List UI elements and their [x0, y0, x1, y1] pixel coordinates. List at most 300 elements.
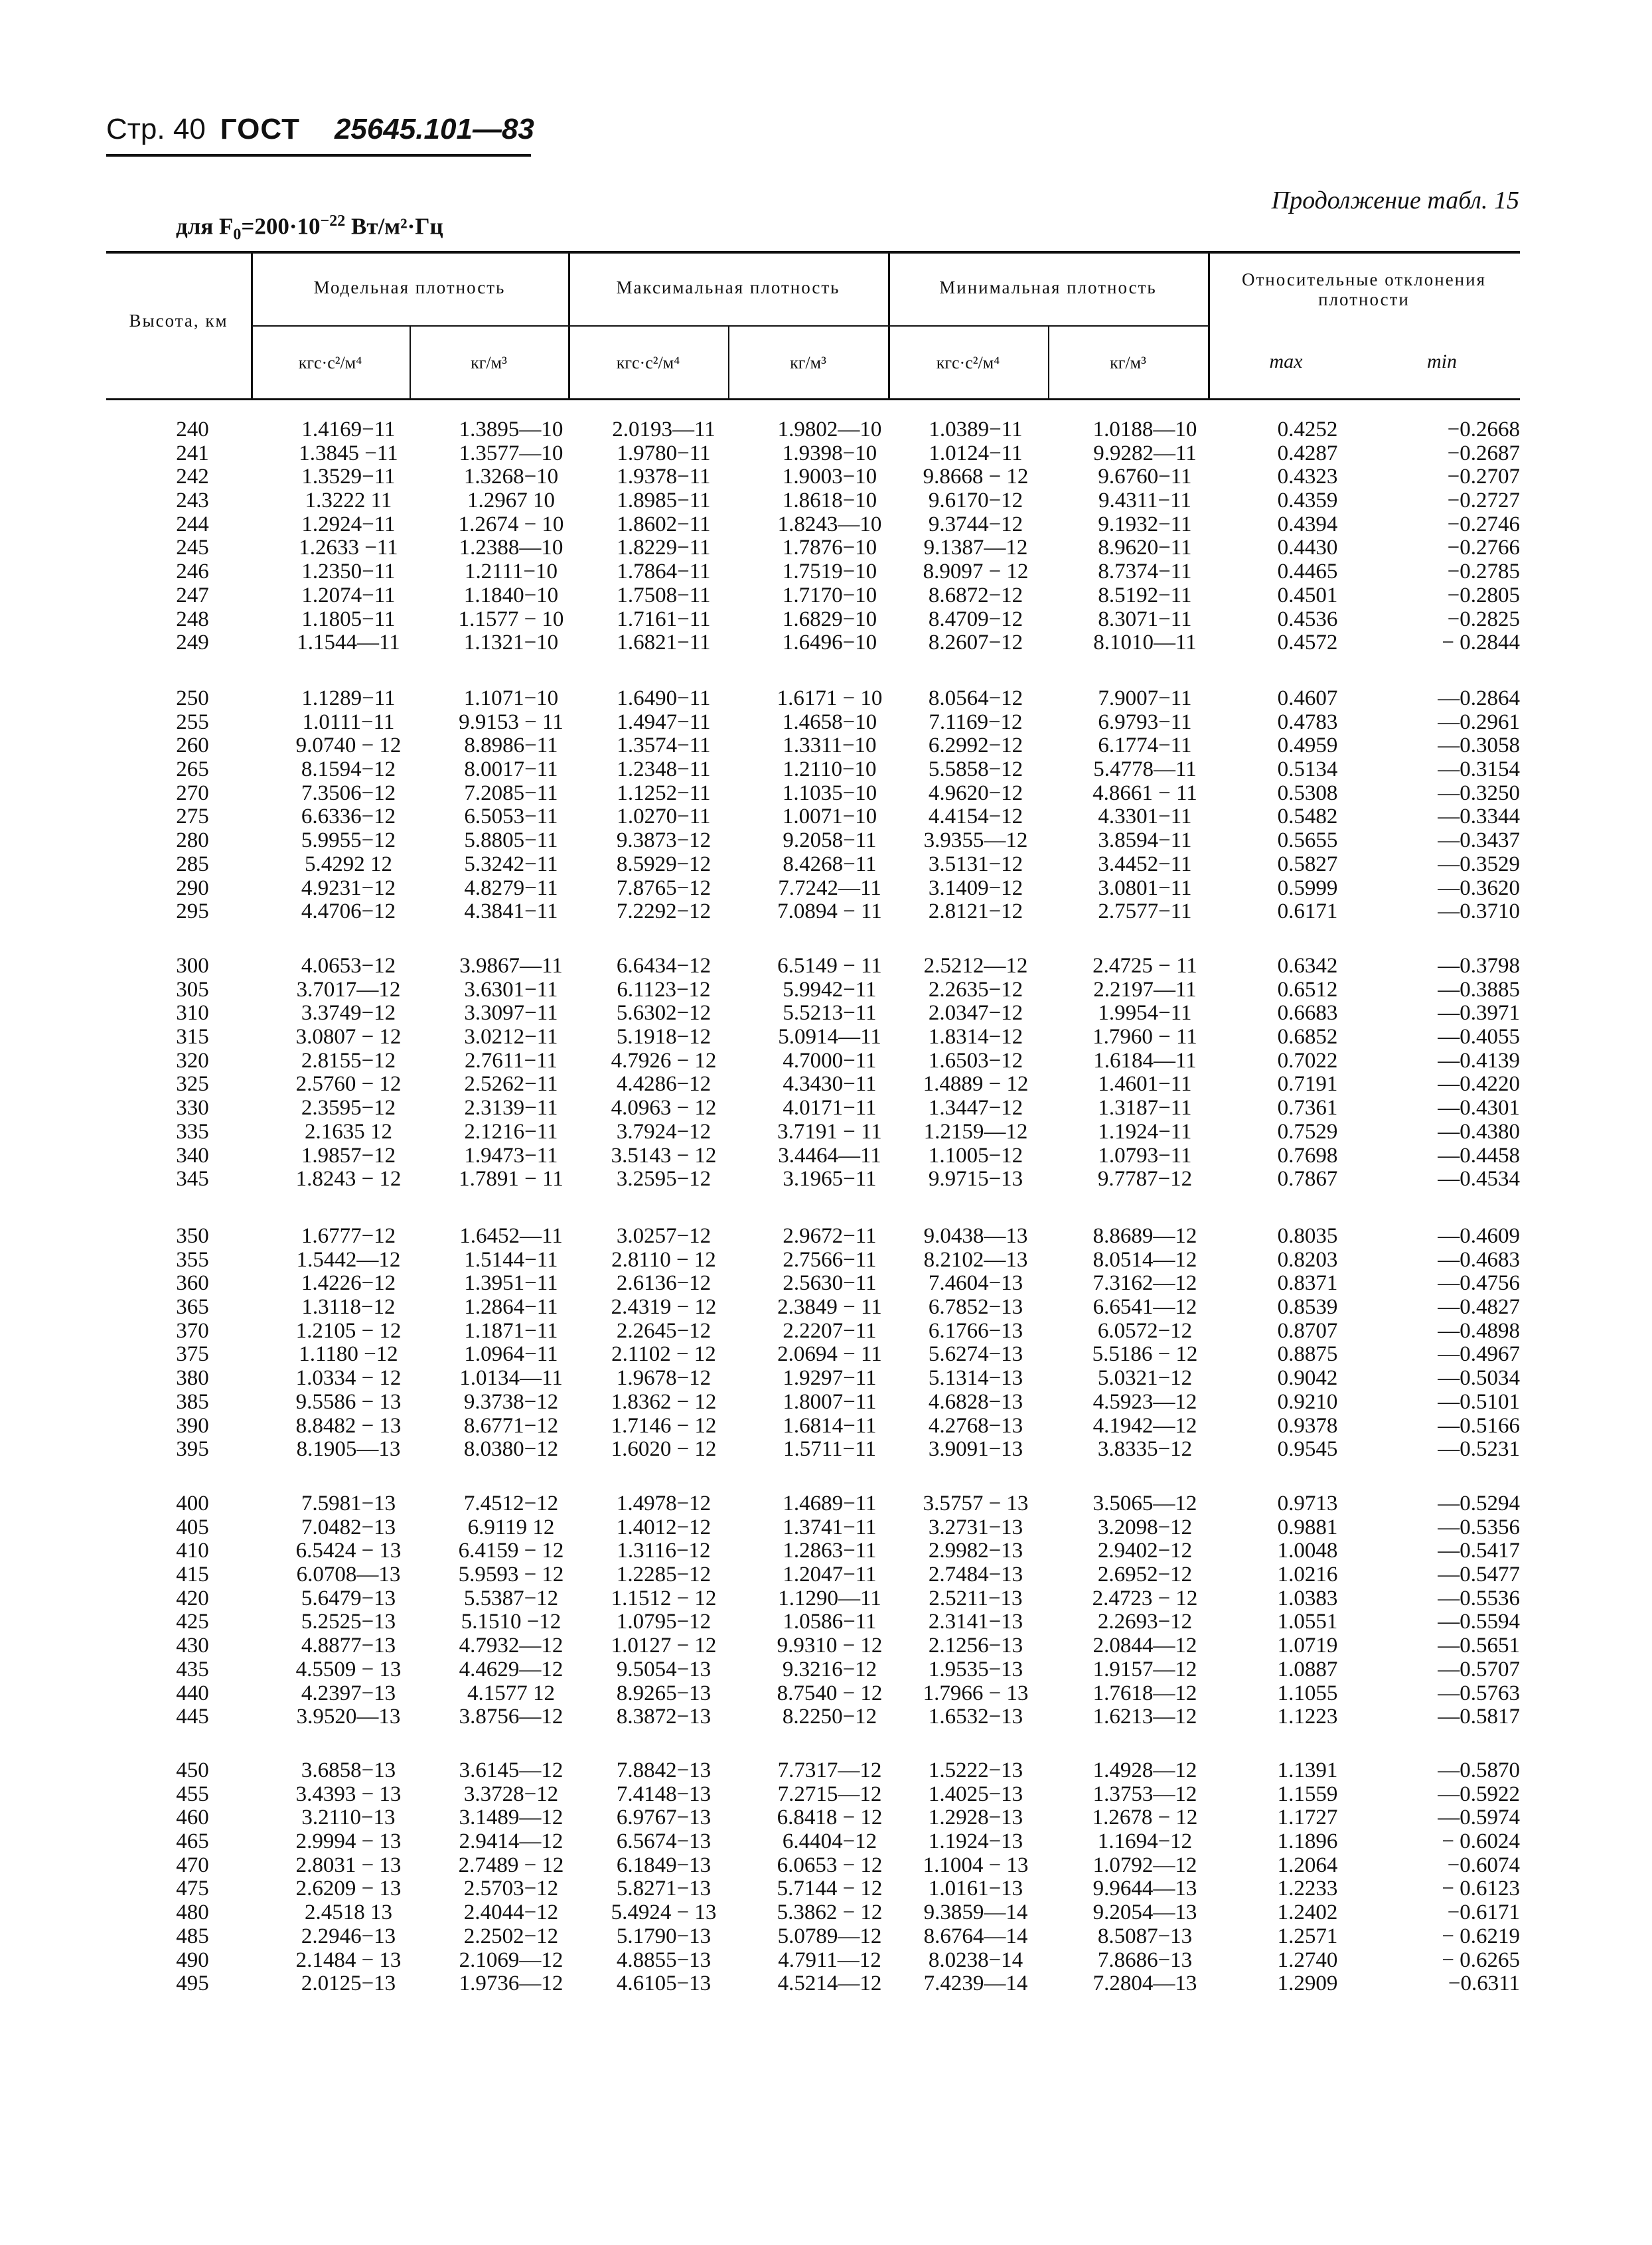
table-cell: 1.9954−11 — [1098, 1001, 1192, 1026]
table-cell: 1.3268−10 — [463, 465, 559, 489]
table-cell: 1.0792—12 — [1092, 1853, 1197, 1877]
table-cell: 1.5144−11 — [464, 1247, 558, 1272]
table-cell: 4.8877−13 — [301, 1634, 396, 1658]
table-cell: 7.9007−11 — [1098, 686, 1192, 710]
table-cell: 3.4393 − 13 — [295, 1782, 402, 1806]
table-cell: −0.2766 — [1447, 536, 1520, 560]
table-cell: 3.9355—12 — [923, 828, 1028, 853]
table-cell: 1.0161−13 — [928, 1877, 1023, 1901]
table-cell: 8.8482 − 13 — [295, 1413, 402, 1438]
table-row — [106, 1705, 1520, 1729]
table-cell: 6.9119 12 — [467, 1515, 555, 1539]
table-cell: 1.6020 − 12 — [611, 1437, 717, 1462]
table-cell: 2.8031 − 13 — [295, 1853, 402, 1877]
table-cell: 3.6145—12 — [459, 1758, 563, 1782]
table-cell: 2.5212—12 — [923, 954, 1028, 978]
table-cell: 6.6541—12 — [1092, 1295, 1197, 1320]
table-cell: 2.1216−11 — [464, 1119, 558, 1144]
table-cell: −0.2825 — [1447, 607, 1520, 631]
table-cell: 6.9767−13 — [616, 1806, 712, 1830]
table-cell: —0.5817 — [1438, 1705, 1520, 1729]
table-cell: 1.2740 — [1277, 1948, 1338, 1972]
table-cell: 265 — [176, 757, 209, 782]
table-cell: —0.4756 — [1438, 1271, 1520, 1296]
table-cell: 1.2350−11 — [301, 560, 396, 584]
table-cell: 8.6872−12 — [928, 583, 1023, 607]
table-row — [106, 1783, 1520, 1807]
table-cell: —0.4534 — [1438, 1167, 1520, 1192]
table-row — [106, 1806, 1520, 1830]
table-cell: 395 — [176, 1437, 209, 1462]
table-cell: 310 — [176, 1001, 209, 1026]
table-cell: 9.1387—12 — [923, 536, 1028, 560]
table-cell: 3.8594−11 — [1098, 828, 1192, 853]
table-cell: 1.1727 — [1277, 1806, 1338, 1830]
table-cell: 5.5858−12 — [928, 757, 1023, 782]
table-cell: 2.7484−13 — [928, 1563, 1023, 1587]
table-cell: 5.3242−11 — [464, 852, 558, 876]
table-cell: 2.5262−11 — [464, 1072, 558, 1097]
table-cell: 1.9736—12 — [459, 1972, 563, 1996]
table-cell: −0.2687 — [1447, 441, 1520, 465]
table-cell: 4.6828−13 — [928, 1389, 1023, 1414]
table-cell: 0.8875 — [1277, 1342, 1338, 1367]
table-cell: 1.1805−11 — [301, 607, 396, 631]
table-cell: 0.9881 — [1277, 1515, 1338, 1539]
table-cell: − 0.6265 — [1442, 1948, 1520, 1972]
table-cell: 1.0270−11 — [617, 805, 711, 829]
table-cell: 5.9955−12 — [301, 828, 396, 853]
table-cell: 4.0963 − 12 — [611, 1096, 717, 1121]
unit-max-kg: кг/м³ — [790, 353, 826, 372]
table-cell: 2.9982−13 — [928, 1539, 1023, 1563]
table-cell: 0.4394 — [1277, 512, 1338, 536]
table-row — [106, 805, 1520, 829]
table-cell: 1.2159—12 — [923, 1119, 1028, 1144]
table-cell: 370 — [176, 1318, 209, 1343]
table-cell: 1.8243 − 12 — [295, 1167, 402, 1192]
table-cell: —0.3885 — [1438, 977, 1520, 1002]
table-cell: 485 — [176, 1924, 209, 1948]
table-cell: 9.4311−11 — [1098, 489, 1191, 513]
table-cell: 8.4709−12 — [928, 607, 1023, 631]
table-cell: 1.2863−11 — [783, 1539, 877, 1563]
table-cell: 1.3753—12 — [1092, 1782, 1197, 1806]
table-cell: 3.1489—12 — [459, 1806, 563, 1830]
table-cell: 3.0807 − 12 — [295, 1025, 402, 1049]
table-cell: 7.2715—12 — [777, 1782, 882, 1806]
table-cell: 6.7852−13 — [928, 1295, 1023, 1320]
table-cell: —0.4139 — [1438, 1048, 1520, 1073]
table-cell: 9.9644—13 — [1092, 1877, 1197, 1901]
table-row — [106, 1682, 1520, 1706]
unit-rel-max: max — [1269, 350, 1303, 372]
table-cell: 0.8707 — [1277, 1318, 1338, 1343]
table-cell: 1.8314−12 — [928, 1025, 1023, 1049]
table-cell: 7.0482−13 — [301, 1515, 396, 1539]
table-top-rule — [106, 251, 1520, 254]
table-cell: 7.2804—13 — [1092, 1972, 1197, 1996]
table-cell: 1.0719 — [1277, 1634, 1338, 1658]
table-cell: 1.5711−11 — [783, 1437, 876, 1462]
table-cell: 0.7361 — [1277, 1096, 1338, 1121]
table-cell: —0.3344 — [1438, 805, 1520, 829]
table-cell: 6.9793−11 — [1098, 710, 1192, 734]
table-cell: 1.4601−11 — [1098, 1072, 1192, 1097]
table-cell: 8.2607−12 — [928, 631, 1023, 655]
table-cell: 270 — [176, 781, 209, 805]
table-cell: 8.0238−14 — [928, 1948, 1023, 1972]
table-cell: 1.2047−11 — [783, 1563, 877, 1587]
table-cell: 8.3872−13 — [616, 1705, 712, 1729]
table-cell: 0.7867 — [1277, 1167, 1338, 1192]
table-cell: 1.7170−10 — [782, 583, 877, 607]
table-cell: − 0.6123 — [1442, 1877, 1520, 1901]
table-row — [106, 1097, 1520, 1121]
table-cell: 0.4783 — [1277, 710, 1338, 734]
table-cell: 1.1289−11 — [301, 686, 396, 710]
table-cell: 360 — [176, 1271, 209, 1296]
table-cell: 7.8842−13 — [616, 1758, 712, 1782]
table-cell: 2.5760 − 12 — [295, 1072, 402, 1097]
table-cell: 5.6274−13 — [928, 1342, 1023, 1367]
table-cell: 1.7161−11 — [617, 607, 711, 631]
table-cell: 4.7000−11 — [783, 1048, 877, 1073]
table-cell: 1.3311−10 — [783, 734, 877, 758]
table-cell: 1.1840−10 — [463, 583, 559, 607]
table-cell: 1.1223 — [1277, 1705, 1338, 1729]
table-cell: 1.1290—11 — [778, 1586, 881, 1610]
table-cell: 7.4604−13 — [928, 1271, 1023, 1296]
table-row — [106, 560, 1520, 584]
table-row — [106, 1563, 1520, 1587]
table-cell: 1.1035−10 — [782, 781, 877, 805]
table-cell: 1.2967 10 — [467, 489, 555, 513]
table-cell: 410 — [176, 1539, 209, 1563]
table-cell: —0.4301 — [1438, 1096, 1520, 1121]
table-cell: 5.9593 − 12 — [458, 1563, 564, 1587]
table-cell: 300 — [176, 954, 209, 978]
table-cell: 1.0111−11 — [302, 710, 395, 734]
table-cell: 5.5186 − 12 — [1092, 1342, 1198, 1367]
table-cell: 5.5213−11 — [783, 1001, 877, 1026]
table-cell: 249 — [176, 631, 209, 655]
table-cell: −0.6171 — [1447, 1900, 1520, 1925]
table-cell: 8.1905—13 — [296, 1437, 401, 1462]
table-row — [106, 1415, 1520, 1438]
table-cell: 1.9378−11 — [617, 465, 711, 489]
table-cell: 1.1694−12 — [1097, 1829, 1193, 1854]
table-cell: 0.6171 — [1277, 899, 1338, 924]
table-cell: −0.6311 — [1448, 1972, 1520, 1996]
table-cell: 1.3187−11 — [1098, 1096, 1192, 1121]
table-cell: 3.5065—12 — [1092, 1492, 1197, 1515]
table-cell: 2.2502−12 — [463, 1924, 559, 1948]
table-cell: 4.6105−13 — [616, 1972, 712, 1996]
table-cell: —0.5594 — [1438, 1610, 1520, 1634]
table-cell: 0.6683 — [1277, 1001, 1338, 1026]
table-cell: 1.9003−10 — [782, 465, 877, 489]
table-cell: —0.5707 — [1438, 1657, 1520, 1681]
table-cell: 2.5630−11 — [783, 1271, 877, 1296]
table-cell: 305 — [176, 977, 209, 1002]
table-cell: 9.5586 − 13 — [295, 1389, 402, 1414]
table-cell: 8.5192−11 — [1098, 583, 1192, 607]
table-cell: 3.2110−13 — [301, 1806, 396, 1830]
table-cell: 1.8229−11 — [617, 536, 711, 560]
table-row — [106, 1759, 1520, 1783]
table-cell: 2.9672−11 — [783, 1224, 877, 1248]
table-row — [106, 1610, 1520, 1634]
table-cell: 4.4706−12 — [301, 899, 396, 924]
table-row-group — [106, 1492, 1520, 1729]
table-cell: 0.4501 — [1277, 583, 1338, 607]
table-cell: 4.3301−11 — [1098, 805, 1192, 829]
table-cell: —0.5294 — [1438, 1492, 1520, 1515]
table-row — [106, 734, 1520, 758]
table-row — [106, 1168, 1520, 1192]
table-row — [106, 418, 1520, 442]
column-group-model: Модельная плотность — [313, 277, 506, 297]
table-cell: 1.3447−12 — [928, 1096, 1023, 1121]
table-cell: 1.3845 −11 — [299, 441, 398, 465]
table-cell: 4.8661 − 11 — [1092, 781, 1197, 805]
table-cell: 2.8155−12 — [301, 1048, 396, 1073]
table-row-group — [106, 955, 1520, 1192]
table-cell: 1.9678−12 — [616, 1366, 712, 1391]
table-cell: 2.4723 − 12 — [1092, 1586, 1198, 1610]
table-cell: 380 — [176, 1366, 209, 1391]
table-cell: 8.8689—12 — [1092, 1224, 1197, 1248]
table-cell: 1.2924−11 — [301, 512, 396, 536]
table-cell: 1.7146 − 12 — [611, 1413, 717, 1438]
table-cell: 242 — [176, 465, 209, 489]
table-cell: 9.3738−12 — [463, 1389, 559, 1414]
table-cell: 375 — [176, 1342, 209, 1367]
table-cell: 0.7022 — [1277, 1048, 1338, 1073]
table-cell: 0.7529 — [1277, 1119, 1338, 1144]
table-cell: —0.5651 — [1438, 1634, 1520, 1658]
table-cell: —0.2864 — [1438, 686, 1520, 710]
table-cell: 5.5387−12 — [463, 1586, 559, 1610]
table-cell: 1.6171 − 10 — [777, 686, 883, 710]
table-row — [106, 877, 1520, 901]
table-cell: 4.0653−12 — [301, 954, 396, 978]
table-cell: —0.3971 — [1438, 1001, 1520, 1026]
table-cell: 0.8035 — [1277, 1224, 1338, 1248]
table-cell: —0.4683 — [1438, 1247, 1520, 1272]
table-cell: 1.9802—10 — [777, 418, 882, 441]
table-cell: 248 — [176, 607, 209, 631]
table-cell: 400 — [176, 1492, 209, 1515]
table-cell: −0.2805 — [1447, 583, 1520, 607]
table-cell: 355 — [176, 1247, 209, 1272]
table-cell: 2.4319 − 12 — [611, 1295, 717, 1320]
table-cell: 415 — [176, 1563, 209, 1587]
column-header-height: Высота, км — [129, 311, 228, 331]
table-cell: 245 — [176, 536, 209, 560]
table-header-bottom-rule — [106, 398, 1520, 400]
table-cell: 1.9398−10 — [782, 441, 877, 465]
table-cell: 3.3728−12 — [463, 1782, 559, 1806]
table-cell: 7.4512−12 — [463, 1492, 559, 1515]
table-cell: 8.5087−13 — [1097, 1924, 1193, 1948]
table-cell: 1.3118−12 — [301, 1295, 396, 1320]
table-cell: 1.1512 − 12 — [611, 1586, 717, 1610]
table-cell: 6.6434−12 — [616, 954, 712, 978]
table-cell: —0.2961 — [1438, 710, 1520, 734]
table-cell: 5.6302−12 — [616, 1001, 712, 1026]
table-cell: 2.1069—12 — [459, 1948, 563, 1972]
table-cell: 1.1559 — [1277, 1782, 1338, 1806]
table-cell: 243 — [176, 489, 209, 513]
table-row — [106, 513, 1520, 537]
table-cell: 4.3430−11 — [783, 1072, 877, 1097]
table-cell: 3.5131−12 — [928, 852, 1023, 876]
table-cell: −0.2668 — [1447, 418, 1520, 441]
table-cell: 1.6532−13 — [928, 1705, 1023, 1729]
table-cell: 3.6858−13 — [301, 1758, 396, 1782]
table-row — [106, 900, 1520, 924]
table-cell: 7.7317—12 — [777, 1758, 882, 1782]
table-cell: 1.9157—12 — [1092, 1657, 1197, 1681]
table-cell: 1.0334 − 12 — [295, 1366, 402, 1391]
table-cell: 0.5482 — [1277, 805, 1338, 829]
table-cell: 1.7864−11 — [617, 560, 711, 584]
table-cell: 1.2864−11 — [464, 1295, 558, 1320]
table-cell: 2.0844—12 — [1092, 1634, 1197, 1658]
table-cell: 1.0887 — [1277, 1657, 1338, 1681]
table-cell: 1.0383 — [1277, 1586, 1338, 1610]
table-cell: 3.0212−11 — [464, 1025, 558, 1049]
table-cell: 420 — [176, 1586, 209, 1610]
header-underline — [106, 154, 531, 157]
table-cell: 460 — [176, 1806, 209, 1830]
table-cell: 8.8986−11 — [464, 734, 558, 758]
table-cell: 280 — [176, 828, 209, 853]
table-cell: 1.0586−11 — [783, 1610, 877, 1634]
table-cell: 1.0124−11 — [929, 441, 1023, 465]
table-cell: 495 — [176, 1972, 209, 1996]
table-row — [106, 955, 1520, 978]
table-row — [106, 1049, 1520, 1073]
table-cell: 1.0071−10 — [782, 805, 877, 829]
table-cell: 9.1932−11 — [1098, 512, 1192, 536]
table-cell: 455 — [176, 1782, 209, 1806]
table-cell: 0.4572 — [1277, 631, 1338, 655]
table-cell: 1.4689−11 — [783, 1492, 877, 1515]
table-cell: 285 — [176, 852, 209, 876]
table-row-group — [106, 418, 1520, 655]
table-cell: 5.4778—11 — [1093, 757, 1197, 782]
table-cell: 4.1942—12 — [1092, 1413, 1197, 1438]
table-cell: 0.7191 — [1277, 1072, 1338, 1097]
table-cell: 2.3139−11 — [464, 1096, 558, 1121]
table-cell: 1.4169−11 — [301, 418, 396, 441]
table-cell: 1.1071−10 — [463, 686, 559, 710]
table-cell: 0.6342 — [1277, 954, 1338, 978]
table-cell: 5.1918−12 — [616, 1025, 712, 1049]
table-cell: 7.3506−12 — [301, 781, 396, 805]
table-cell: 1.9780−11 — [617, 441, 711, 465]
table-cell: 6.6336−12 — [301, 805, 396, 829]
table-cell: 4.3841−11 — [464, 899, 558, 924]
table-cell: 3.0257−12 — [616, 1224, 712, 1248]
unit-model-kg: кг/м³ — [471, 353, 507, 372]
table-cell: 5.9942−11 — [783, 977, 877, 1002]
table-row — [106, 1121, 1520, 1144]
table-row — [106, 1634, 1520, 1658]
table-cell: 1.1924−13 — [928, 1829, 1023, 1854]
table-cell: 3.2595−12 — [616, 1167, 712, 1192]
table-cell: —0.5974 — [1438, 1806, 1520, 1830]
table-cell: 3.8756—12 — [459, 1705, 563, 1729]
unit-min-kgs: кгс·с²/м⁴ — [936, 353, 1000, 372]
table-cell: 7.5981−13 — [301, 1492, 396, 1515]
table-cell: —0.3529 — [1438, 852, 1520, 876]
table-cell: 8.7374−11 — [1098, 560, 1192, 584]
table-cell: 7.8686−13 — [1097, 1948, 1193, 1972]
table-cell: 6.1774−11 — [1098, 734, 1192, 758]
table-row — [106, 1877, 1520, 1901]
table-row — [106, 1972, 1520, 1996]
table-cell: 246 — [176, 560, 209, 584]
table-cell: 1.2064 — [1277, 1853, 1338, 1877]
table-cell: 3.7924−12 — [616, 1119, 712, 1144]
table-cell: 1.0793−11 — [1098, 1143, 1192, 1168]
table-cell: 4.4154−12 — [928, 805, 1023, 829]
table-cell: 2.7566−11 — [783, 1247, 877, 1272]
table-cell: 8.0564−12 — [928, 686, 1023, 710]
table-cell: 325 — [176, 1072, 209, 1097]
table-row — [106, 442, 1520, 466]
table-cell: 4.7932—12 — [459, 1634, 563, 1658]
table-cell: 1.2233 — [1277, 1877, 1338, 1901]
table-cell: —0.4898 — [1438, 1318, 1520, 1343]
table-cell: 1.7508−11 — [617, 583, 711, 607]
table-cell: 1.0048 — [1277, 1539, 1338, 1563]
table-cell: 3.4464—11 — [778, 1143, 881, 1168]
table-row-group — [106, 1225, 1520, 1462]
table-cell: 4.7926 − 12 — [611, 1048, 717, 1073]
table-cell: 1.2678 − 12 — [1092, 1806, 1198, 1830]
table-cell: 3.7017—12 — [296, 977, 401, 1002]
table-cell: 1.9857−12 — [301, 1143, 396, 1168]
table-row-group — [106, 1759, 1520, 1996]
table-cell: 0.4359 — [1277, 489, 1338, 513]
table-cell: 0.5827 — [1277, 852, 1338, 876]
table-cell: 1.6213—12 — [1092, 1705, 1197, 1729]
unit-rel-min: min — [1427, 350, 1457, 372]
table-cell: 1.2111−10 — [465, 560, 558, 584]
table-cell: 5.2525−13 — [301, 1610, 396, 1634]
table-row — [106, 687, 1520, 711]
table-cell: 2.4725 − 11 — [1092, 954, 1197, 978]
unit-max-kgs: кгс·с²/м⁴ — [616, 353, 680, 372]
table-cell: 3.5143 − 12 — [611, 1143, 717, 1168]
table-cell: 0.6852 — [1277, 1025, 1338, 1049]
table-cell: 1.2633 −11 — [299, 536, 398, 560]
table-cell: 1.0188—10 — [1092, 418, 1197, 441]
table-cell: 8.9620−11 — [1098, 536, 1192, 560]
table-cell: 9.3744−12 — [928, 512, 1023, 536]
table-cell: 5.8805−11 — [464, 828, 558, 853]
table-cell: 0.6512 — [1277, 977, 1338, 1002]
table-cell: 1.1055 — [1277, 1681, 1338, 1705]
table-cell: 0.8539 — [1277, 1295, 1338, 1320]
table-cell: 1.9535−13 — [928, 1657, 1023, 1681]
table-cell: 2.7611−11 — [465, 1048, 558, 1073]
